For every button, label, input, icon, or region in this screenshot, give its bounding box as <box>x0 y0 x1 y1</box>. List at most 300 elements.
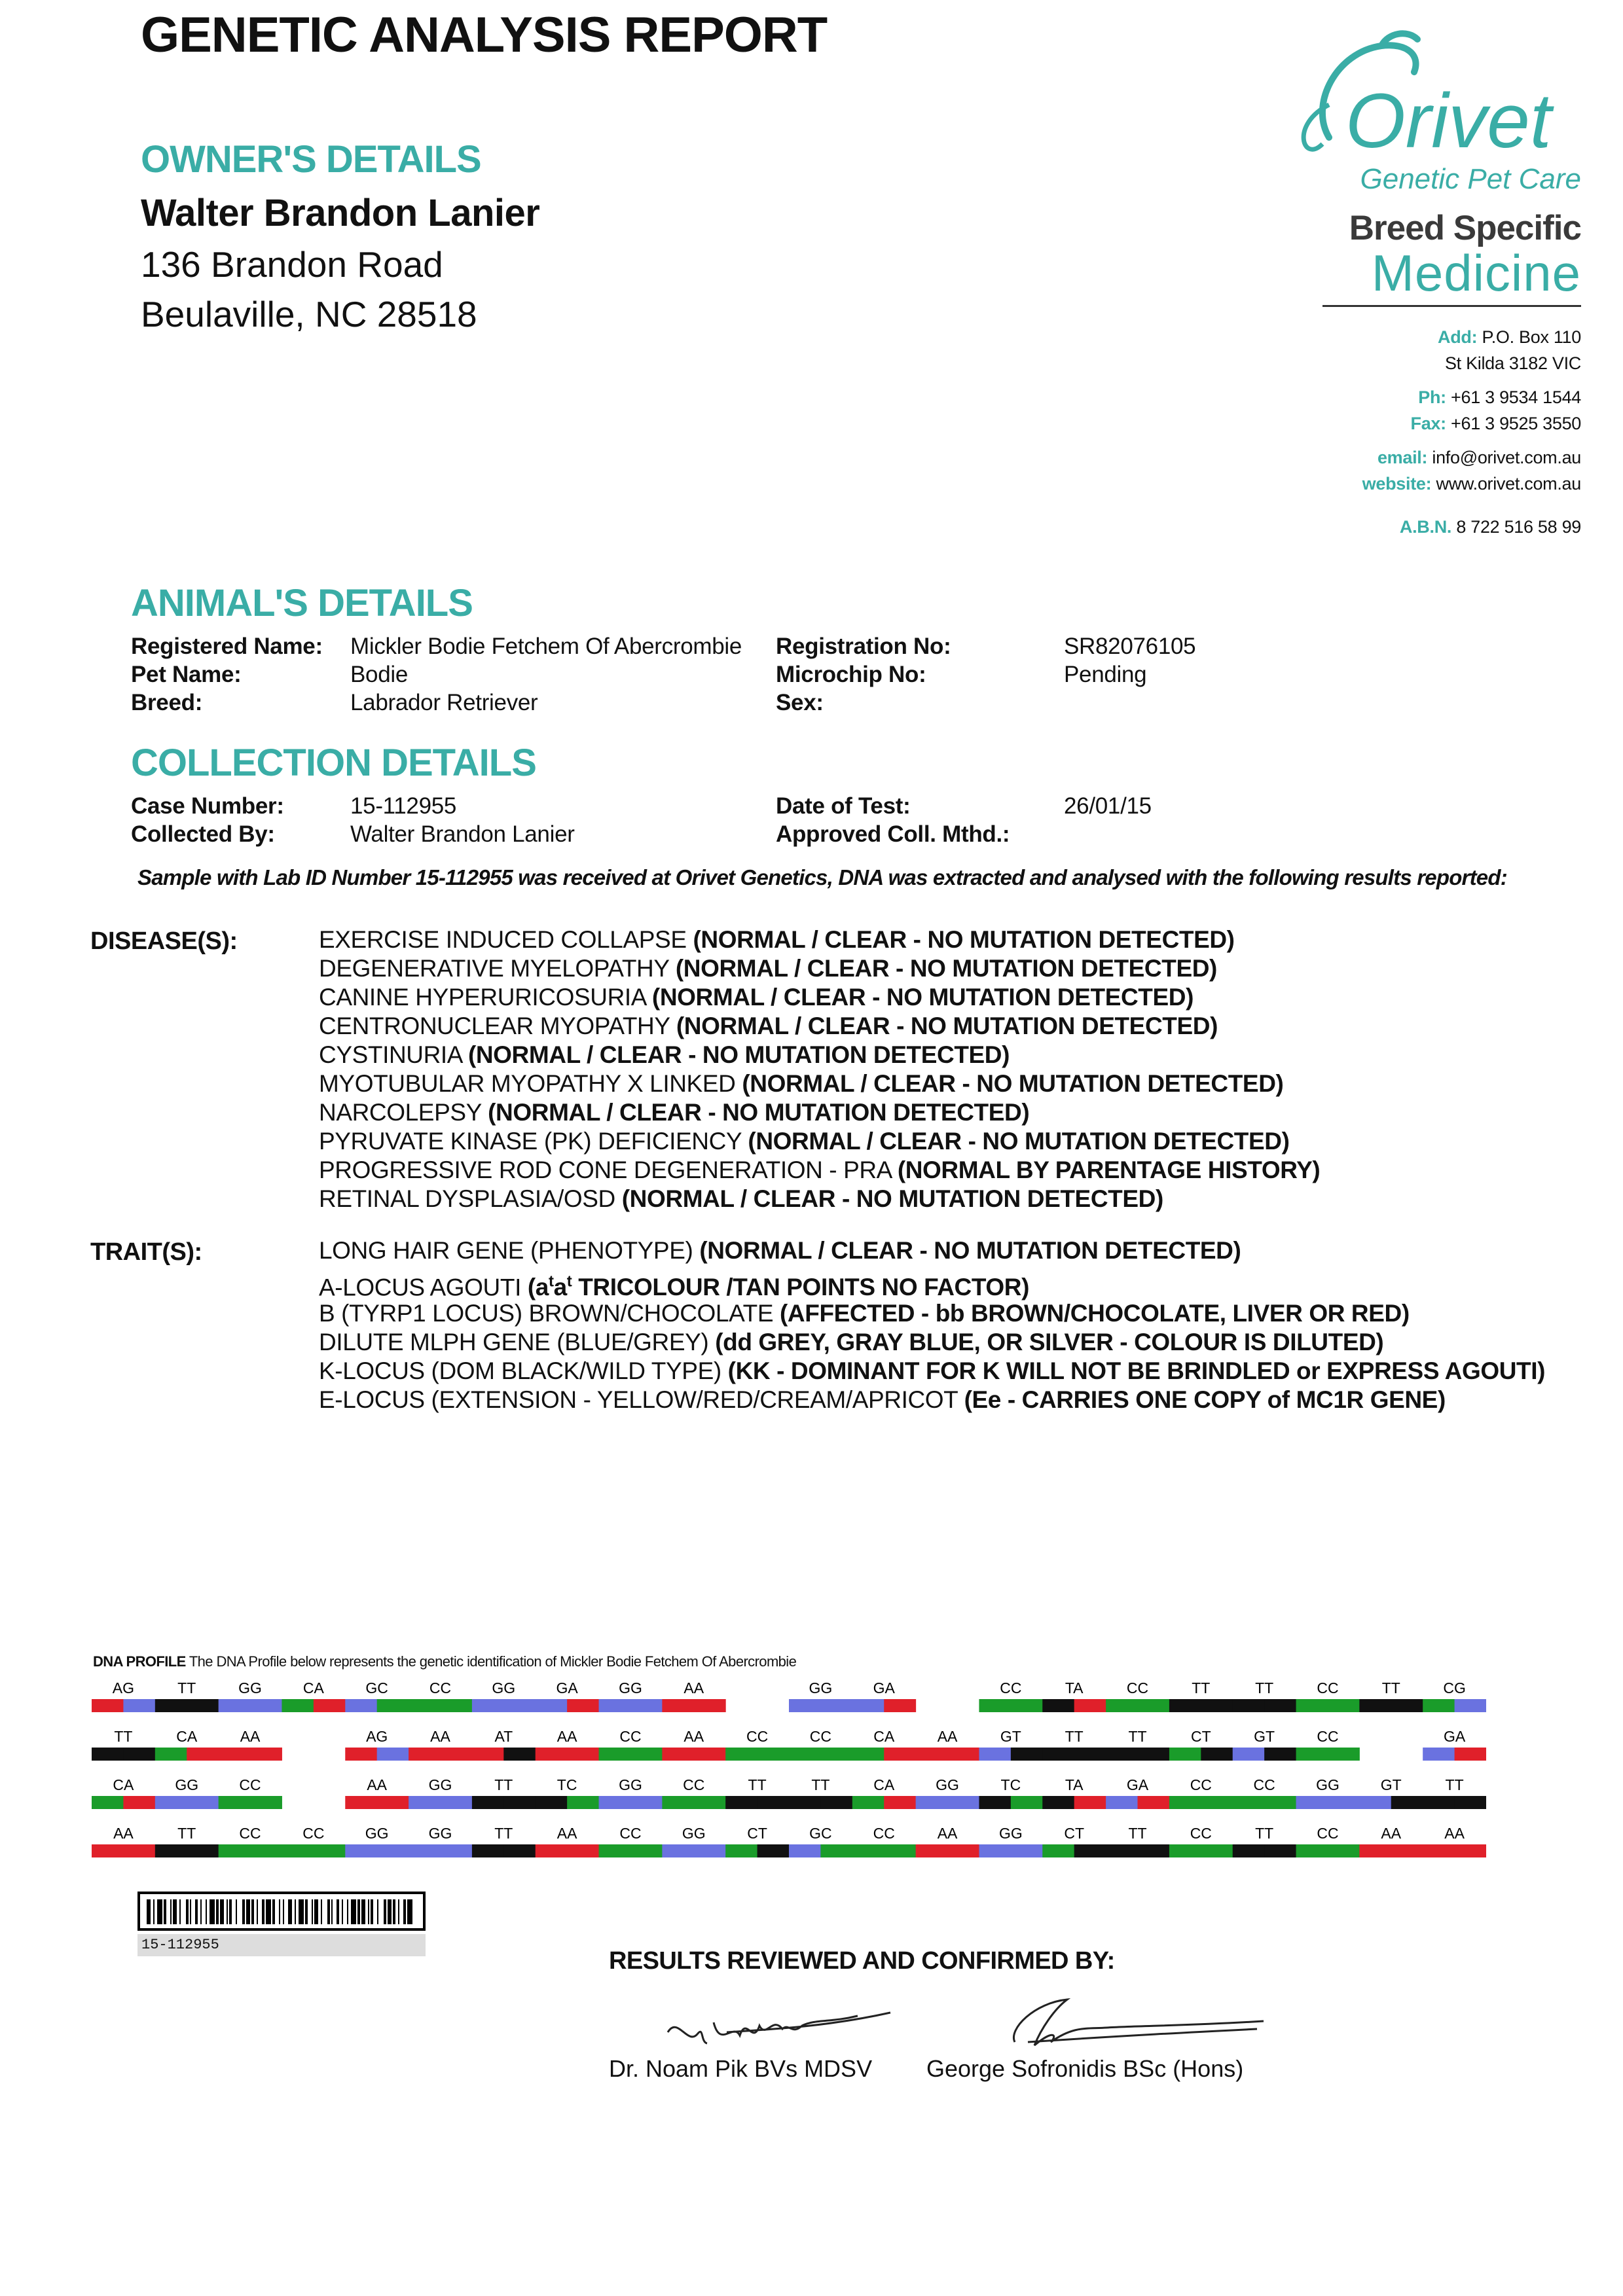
dna-base-bar <box>250 1748 282 1761</box>
collected-by-label: Collected By: <box>131 821 275 847</box>
dna-base-bar <box>409 1844 441 1857</box>
dna-base-bar <box>123 1748 155 1761</box>
dna-base-bar <box>472 1844 504 1857</box>
dna-base-bar <box>409 1748 441 1761</box>
dna-allele-label: AA <box>113 1825 134 1842</box>
trait-b-locus: B (TYRP1 LOCUS) BROWN/CHOCOLATE (AFFECTED - bb BROWN/CHOCOLATE, LIVER OR RED) <box>319 1300 1410 1327</box>
dna-base-bar <box>441 1699 473 1712</box>
barcode-bar <box>351 1899 356 1924</box>
dna-base-bar <box>187 1748 219 1761</box>
disease-item: RETINAL DYSPLASIA/OSD (NORMAL / CLEAR - NO MUTATION DETECTED) <box>319 1185 1163 1212</box>
barcode-bar <box>195 1899 198 1924</box>
trait-dilute: DILUTE MLPH GENE (BLUE/GREY) (dd GREY, GRAY BLUE, OR SILVER - COLOUR IS DILUTED) <box>319 1329 1384 1356</box>
dna-base-bar <box>1106 1844 1138 1857</box>
dna-base-bar <box>1391 1699 1423 1712</box>
barcode-bar <box>147 1899 151 1924</box>
barcode-bar <box>153 1899 155 1924</box>
traits-list <box>319 1236 1545 1414</box>
dna-allele-label: CC <box>746 1728 769 1745</box>
dna-allele-label: TA <box>1065 1776 1084 1793</box>
dna-allele-label: GT <box>1380 1776 1402 1793</box>
dna-base-bar <box>884 1796 916 1809</box>
dna-allele-label: CC <box>619 1728 642 1745</box>
dna-base-bar <box>1169 1699 1201 1712</box>
dna-base-bar <box>1423 1796 1455 1809</box>
dna-base-bar <box>345 1699 377 1712</box>
dna-allele-label: CA <box>176 1728 198 1745</box>
dna-base-bar <box>1201 1748 1233 1761</box>
dna-allele-label: CC <box>1317 1728 1339 1745</box>
dna-allele-label: CG <box>1443 1679 1466 1696</box>
barcode-bar <box>220 1899 224 1924</box>
dna-base-bar <box>852 1844 884 1857</box>
dna-base-bar <box>1106 1748 1138 1761</box>
barcode-bar <box>347 1899 348 1924</box>
case-number-label: Case Number: <box>131 793 284 819</box>
dna-allele-label: CA <box>113 1776 134 1793</box>
dna-allele-label: AA <box>430 1728 450 1745</box>
dna-base-bar <box>1011 1844 1043 1857</box>
dna-allele-label: TT <box>1445 1776 1464 1793</box>
dna-base-bar <box>536 1844 568 1857</box>
case-number-value: 15-112955 <box>350 793 457 819</box>
sample-statement: Sample with Lab ID Number 15-112955 was received at Orivet Genetics, DNA was extracted and analysed with the following results reported: <box>137 865 1507 889</box>
dna-allele-label: CA <box>873 1776 895 1793</box>
dna-base-bar <box>567 1748 599 1761</box>
dna-base-bar <box>92 1748 124 1761</box>
dna-allele-label: TT <box>1128 1825 1147 1842</box>
dna-base-bar <box>599 1796 631 1809</box>
dna-base-bar <box>219 1699 251 1712</box>
barcode-bar <box>246 1899 250 1924</box>
dna-allele-label: GG <box>365 1825 389 1842</box>
barcode-bar <box>190 1899 191 1924</box>
brand-divider <box>1322 305 1581 307</box>
barcode-bar <box>337 1899 339 1924</box>
dna-base-bar <box>1233 1844 1265 1857</box>
dna-allele-label: AA <box>367 1776 388 1793</box>
dna-base-bar <box>1042 1796 1074 1809</box>
email-value[interactable]: info@orivet.com.au <box>1432 448 1581 467</box>
date-of-test-label: Date of Test: <box>776 793 911 819</box>
microchip-no-value: Pending <box>1064 662 1147 687</box>
dna-base-bar <box>757 1796 790 1809</box>
dna-base-bar <box>947 1844 979 1857</box>
barcode-bar <box>266 1899 271 1924</box>
dna-base-bar <box>567 1796 599 1809</box>
dna-base-bar <box>187 1796 219 1809</box>
animal-heading: ANIMAL'S DETAILS <box>131 582 473 624</box>
collected-by-value: Walter Brandon Lanier <box>350 821 575 847</box>
barcode-bar <box>327 1899 330 1924</box>
dna-base-bar <box>282 1699 314 1712</box>
dna-base-bar <box>757 1748 790 1761</box>
dna-base-bar <box>852 1796 884 1809</box>
dna-allele-label: CC <box>683 1776 705 1793</box>
dna-base-bar <box>250 1699 282 1712</box>
dna-base-bar <box>852 1748 884 1761</box>
dna-base-bar <box>789 1796 821 1809</box>
dna-base-bar <box>1328 1796 1360 1809</box>
dna-base-bar <box>852 1699 884 1712</box>
dna-allele-label: GG <box>998 1825 1023 1842</box>
abn-label: A.B.N. <box>1399 517 1452 537</box>
dna-base-bar <box>916 1748 948 1761</box>
dna-allele-label: GA <box>1443 1728 1466 1745</box>
barcode-bar <box>388 1899 392 1924</box>
dna-base-bar <box>155 1748 187 1761</box>
barcode <box>137 1892 426 1956</box>
barcode-bar <box>357 1899 360 1924</box>
collection-values-right <box>1064 792 1152 820</box>
barcode-bar <box>407 1899 412 1924</box>
dna-allele-label: TT <box>811 1776 830 1793</box>
dna-base-bar <box>916 1796 948 1809</box>
dna-base-bar <box>1264 1796 1296 1809</box>
dna-allele-label: CC <box>809 1728 832 1745</box>
dna-base-bar <box>1201 1699 1233 1712</box>
barcode-bar <box>251 1899 254 1924</box>
dna-allele-label: GC <box>809 1825 832 1842</box>
abn-value: 8 722 516 58 99 <box>1456 517 1581 537</box>
dna-allele-label: AA <box>684 1679 704 1696</box>
disease-item: CYSTINURIA (NORMAL / CLEAR - NO MUTATION DETECTED) <box>319 1041 1010 1068</box>
dna-base-bar <box>377 1796 409 1809</box>
website-value[interactable]: www.orivet.com.au <box>1436 474 1581 493</box>
dna-allele-label: CC <box>239 1776 261 1793</box>
dna-allele-label: AA <box>240 1728 261 1745</box>
dna-base-bar <box>441 1748 473 1761</box>
dna-base-bar <box>1264 1699 1296 1712</box>
dna-base-bar <box>884 1844 916 1857</box>
diseases-list <box>319 925 1320 1213</box>
registration-no-label: Registration No: <box>776 634 951 659</box>
website-label: website: <box>1362 474 1432 493</box>
dna-base-bar <box>1391 1844 1423 1857</box>
dna-allele-label: GG <box>428 1825 452 1842</box>
dna-allele-label: CC <box>1126 1679 1149 1696</box>
dna-base-bar <box>757 1844 790 1857</box>
dna-allele-label: AA <box>1381 1825 1402 1842</box>
disease-item: PROGRESSIVE ROD CONE DEGENERATION - PRA (NORMAL BY PARENTAGE HISTORY) <box>319 1157 1321 1183</box>
dna-base-bar <box>219 1844 251 1857</box>
dna-base-bar <box>503 1844 536 1857</box>
disease-item: NARCOLEPSY (NORMAL / CLEAR - NO MUTATION DETECTED) <box>319 1099 1030 1126</box>
barcode-bar <box>257 1899 258 1924</box>
signer-2-name: George Sofronidis BSc (Hons) <box>926 2055 1244 2082</box>
dna-allele-label: CC <box>302 1825 325 1842</box>
dna-base-bar <box>1011 1748 1043 1761</box>
dna-base-bar <box>947 1796 979 1809</box>
barcode-bar <box>227 1899 228 1924</box>
animal-labels-right <box>776 632 951 717</box>
dna-base-bar <box>1359 1844 1391 1857</box>
disease-item: MYOTUBULAR MYOPATHY X LINKED (NORMAL / CLEAR - NO MUTATION DETECTED) <box>319 1070 1284 1097</box>
breed-value: Labrador Retriever <box>350 690 538 715</box>
dna-base-bar <box>409 1699 441 1712</box>
dna-allele-label: TT <box>748 1776 767 1793</box>
collection-heading: COLLECTION DETAILS <box>131 742 536 784</box>
dna-base-bar <box>1328 1699 1360 1712</box>
dna-allele-label: TT <box>177 1825 196 1842</box>
dna-base-bar <box>979 1699 1011 1712</box>
fax-value: +61 3 9525 3550 <box>1451 414 1581 433</box>
dna-base-bar <box>1074 1796 1106 1809</box>
dna-allele-label: CA <box>873 1728 895 1745</box>
dna-base-bar <box>979 1844 1011 1857</box>
dna-base-bar <box>820 1699 852 1712</box>
dna-base-bar <box>1359 1699 1391 1712</box>
dna-base-bar <box>1233 1748 1265 1761</box>
dna-base-bar <box>282 1844 314 1857</box>
dna-base-bar <box>345 1748 377 1761</box>
dna-base-bar <box>92 1699 124 1712</box>
breed-label: Breed: <box>131 690 203 715</box>
barcode-bars <box>137 1892 426 1931</box>
dna-base-bar <box>1423 1844 1455 1857</box>
sex-label: Sex: <box>776 690 824 715</box>
dna-allele-label: TT <box>494 1776 513 1793</box>
brand-line1: Breed Specific <box>1349 209 1581 247</box>
dna-base-bar <box>599 1844 631 1857</box>
dna-base-bar <box>1296 1796 1328 1809</box>
dna-base-bar <box>1074 1748 1106 1761</box>
dna-base-bar <box>662 1699 694 1712</box>
dna-base-bar <box>472 1796 504 1809</box>
owner-address-line1: 136 Brandon Road <box>141 244 443 285</box>
dna-base-bar <box>1011 1699 1043 1712</box>
disease-item: PYRUVATE KINASE (PK) DEFICIENCY (NORMAL / CLEAR - NO MUTATION DETECTED) <box>319 1128 1290 1155</box>
dna-base-bar <box>377 1844 409 1857</box>
registered-name-value: Mickler Bodie Fetchem Of Abercrombie <box>350 634 742 659</box>
dna-allele-label: AA <box>556 1825 577 1842</box>
dna-allele-label: TC <box>1000 1776 1021 1793</box>
dna-base-bar <box>503 1699 536 1712</box>
barcode-bar <box>377 1899 378 1924</box>
dna-allele-label: CC <box>619 1825 642 1842</box>
review-heading: RESULTS REVIEWED AND CONFIRMED BY: <box>609 1947 1115 1975</box>
dna-allele-label: CT <box>1064 1825 1085 1842</box>
lab-contact <box>1283 324 1581 540</box>
dna-allele-label: GT <box>1000 1728 1021 1745</box>
dna-base-bar <box>916 1844 948 1857</box>
dna-allele-label: CC <box>1253 1776 1275 1793</box>
barcode-bar <box>312 1899 313 1924</box>
dna-base-bar <box>1328 1844 1360 1857</box>
dna-base-bar <box>1201 1796 1233 1809</box>
dna-base-bar <box>1169 1796 1201 1809</box>
dna-base-bar <box>123 1699 155 1712</box>
add-label: Add: <box>1438 327 1478 347</box>
barcode-bar <box>272 1899 275 1924</box>
dna-base-bar <box>1042 1699 1074 1712</box>
dna-allele-label: TT <box>114 1728 133 1745</box>
dna-allele-label: GC <box>365 1679 388 1696</box>
dna-allele-label: GG <box>1316 1776 1340 1793</box>
signer-1-name: Dr. Noam Pik BVs MDSV <box>609 2055 873 2082</box>
disease-item: EXERCISE INDUCED COLLAPSE (NORMAL / CLEAR - NO MUTATION DETECTED) <box>319 926 1235 953</box>
dna-allele-label: CA <box>302 1679 324 1696</box>
dna-base-bar <box>123 1844 155 1857</box>
dna-base-bar <box>1138 1748 1170 1761</box>
dna-base-bar <box>409 1796 441 1809</box>
dna-base-bar <box>789 1699 821 1712</box>
barcode-bar <box>403 1899 406 1924</box>
dna-base-bar <box>503 1748 536 1761</box>
dna-allele-label: GG <box>492 1679 516 1696</box>
dna-allele-label: CC <box>429 1679 452 1696</box>
dna-base-bar <box>314 1844 346 1857</box>
dna-base-bar <box>947 1748 979 1761</box>
dna-allele-label: AT <box>494 1728 513 1745</box>
barcode-bar <box>384 1899 386 1924</box>
dna-base-bar <box>345 1796 377 1809</box>
dna-base-bar <box>1328 1748 1360 1761</box>
dna-base-bar <box>599 1748 631 1761</box>
dna-base-bar <box>725 1796 757 1809</box>
barcode-bar <box>179 1899 181 1924</box>
barcode-bar <box>242 1899 245 1924</box>
barcode-number: 15-112955 <box>137 1934 426 1956</box>
dna-base-bar <box>536 1699 568 1712</box>
pet-name-label: Pet Name: <box>131 662 242 687</box>
dna-allele-label: TC <box>556 1776 577 1793</box>
dna-allele-label: CC <box>1000 1679 1022 1696</box>
dna-allele-label: GA <box>873 1679 895 1696</box>
date-of-test-value: 26/01/15 <box>1064 793 1152 819</box>
barcode-bar <box>331 1899 333 1924</box>
dna-allele-label: TT <box>1128 1728 1147 1745</box>
dna-allele-label: AA <box>1444 1825 1465 1842</box>
barcode-bar <box>157 1899 162 1924</box>
trait-k-locus: K-LOCUS (DOM BLACK/WILD TYPE) (KK - DOMINANT FOR K WILL NOT BE BRINDLED or EXPRESS AGOUTI) <box>319 1357 1546 1385</box>
barcode-bar <box>210 1899 215 1924</box>
animal-values-right <box>1064 632 1195 689</box>
barcode-bar <box>342 1899 343 1924</box>
barcode-bar <box>200 1899 202 1924</box>
dna-base-bar <box>1296 1699 1328 1712</box>
dna-base-bar <box>1074 1699 1106 1712</box>
barcode-bar <box>393 1899 395 1924</box>
barcode-bar <box>164 1899 166 1924</box>
logo-tagline: Genetic Pet Care <box>1360 163 1581 195</box>
dna-base-bar <box>1359 1796 1391 1809</box>
dna-base-bar <box>1264 1844 1296 1857</box>
dna-base-bar <box>1455 1796 1486 1809</box>
dna-base-bar <box>630 1844 663 1857</box>
dna-base-bar <box>536 1796 568 1809</box>
dna-base-bar <box>630 1699 663 1712</box>
dna-allele-label: GA <box>1126 1776 1149 1793</box>
barcode-bar <box>262 1899 264 1924</box>
add-line1: P.O. Box 110 <box>1482 327 1581 347</box>
dna-allele-label: CT <box>747 1825 767 1842</box>
dna-allele-label: CC <box>1317 1825 1339 1842</box>
barcode-frame <box>139 1893 424 1929</box>
phone-label: Ph: <box>1418 387 1446 407</box>
dna-allele-label: AA <box>556 1728 577 1745</box>
pet-name-value: Bodie <box>350 662 409 687</box>
disease-item: CENTRONUCLEAR MYOPATHY (NORMAL / CLEAR - NO MUTATION DETECTED) <box>319 1013 1218 1039</box>
dna-allele-label: GG <box>936 1776 959 1793</box>
dna-allele-label: AA <box>937 1825 958 1842</box>
dna-allele-label: AG <box>112 1679 135 1696</box>
barcode-bar <box>398 1899 399 1924</box>
approved-method-label: Approved Coll. Mthd.: <box>776 821 1010 847</box>
fax-label: Fax: <box>1410 414 1446 433</box>
dna-base-bar <box>441 1844 473 1857</box>
dna-base-bar <box>662 1844 694 1857</box>
dna-base-bar <box>155 1699 187 1712</box>
orivet-logo-graphic <box>1283 26 1584 223</box>
dna-base-bar <box>1455 1699 1486 1712</box>
trait-e-locus: E-LOCUS (EXTENSION - YELLOW/RED/CREAM/APRICOT (Ee - CARRIES ONE COPY of MC1R GENE) <box>319 1386 1446 1414</box>
dna-base-bar <box>599 1699 631 1712</box>
collection-values-left <box>350 792 575 848</box>
barcode-bar <box>216 1899 219 1924</box>
dna-base-bar <box>250 1844 282 1857</box>
dna-base-bar <box>789 1748 821 1761</box>
dna-base-bar <box>1106 1699 1138 1712</box>
dna-base-bar <box>1042 1748 1074 1761</box>
dna-base-bar <box>694 1699 726 1712</box>
dna-base-bar <box>630 1796 663 1809</box>
dna-base-bar <box>1138 1796 1170 1809</box>
dna-base-bar <box>1169 1844 1201 1857</box>
registered-name-label: Registered Name: <box>131 634 323 659</box>
barcode-bar <box>361 1899 365 1924</box>
dna-base-bar <box>314 1699 346 1712</box>
dna-allele-label: TT <box>177 1679 196 1696</box>
dna-allele-label: CC <box>1190 1825 1212 1842</box>
dna-allele-label: GG <box>619 1679 642 1696</box>
brand-line2: Medicine <box>1371 244 1581 302</box>
dna-base-bar <box>377 1699 409 1712</box>
logo-wordmark: Orivet <box>1345 78 1552 164</box>
dna-base-bar <box>345 1844 377 1857</box>
dna-base-bar <box>884 1748 916 1761</box>
dna-allele-label: AA <box>937 1728 958 1745</box>
owner-address-line2: Beulaville, NC 28518 <box>141 294 477 334</box>
barcode-bar <box>371 1899 373 1924</box>
dna-base-bar <box>820 1748 852 1761</box>
barcode-bar <box>279 1899 280 1924</box>
dna-base-bar <box>694 1748 726 1761</box>
dna-base-bar <box>1233 1699 1265 1712</box>
dna-allele-label: GG <box>809 1679 833 1696</box>
dna-base-bar <box>1042 1844 1074 1857</box>
microchip-no-label: Microchip No: <box>776 662 926 687</box>
dna-allele-label: TT <box>1065 1728 1084 1745</box>
dna-base-bar <box>979 1748 1011 1761</box>
dna-base-bar <box>187 1699 219 1712</box>
dna-profile-chart <box>92 1676 1486 1885</box>
owner-name: Walter Brandon Lanier <box>141 192 540 234</box>
add-line2: St Kilda 3182 VIC <box>1444 353 1581 373</box>
dna-base-bar <box>1138 1699 1170 1712</box>
dna-base-bar <box>789 1844 821 1857</box>
dna-base-bar <box>92 1796 124 1809</box>
dna-base-bar <box>1391 1796 1423 1809</box>
dna-allele-label: AG <box>366 1728 388 1745</box>
dna-base-bar <box>1169 1748 1201 1761</box>
signature-1 <box>661 1996 897 2055</box>
barcode-bar <box>368 1899 369 1924</box>
dna-base-bar <box>472 1699 504 1712</box>
dna-base-bar <box>1201 1844 1233 1857</box>
disease-item: DEGENERATIVE MYELOPATHY (NORMAL / CLEAR - NO MUTATION DETECTED) <box>319 955 1217 982</box>
dna-allele-label: GG <box>682 1825 706 1842</box>
